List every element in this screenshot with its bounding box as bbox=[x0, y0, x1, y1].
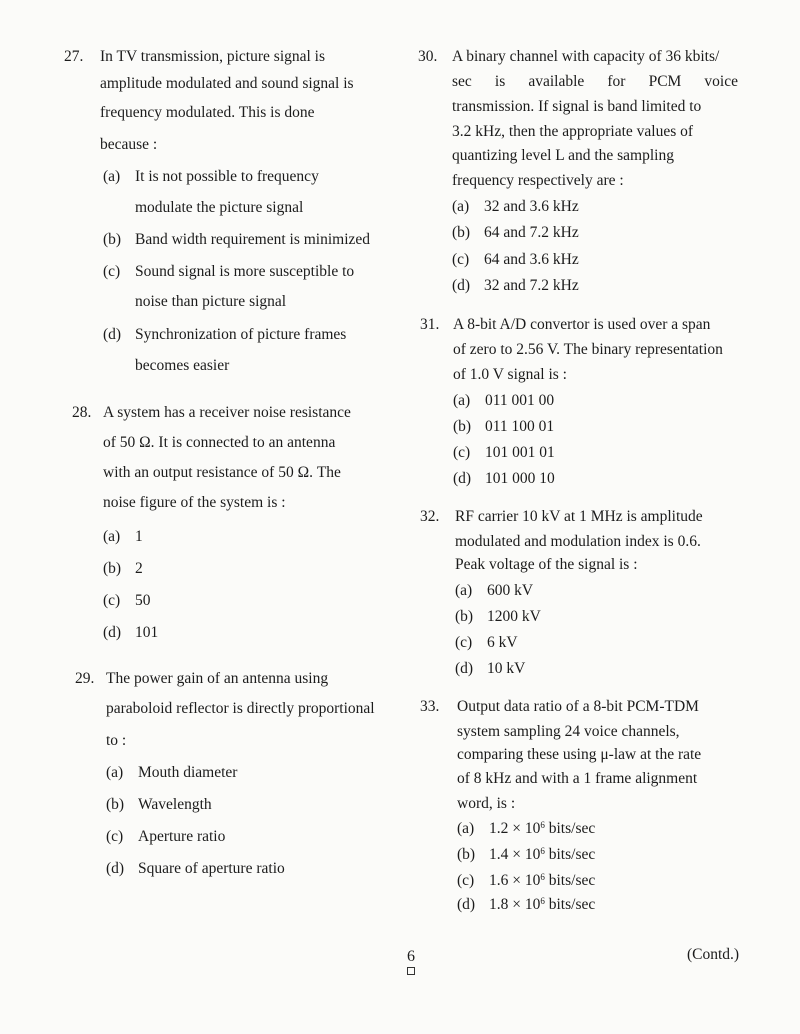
option-c: (c) 64 and 3.6 kHz bbox=[452, 251, 579, 268]
question-stem-line: of zero to 2.56 V. The binary representation bbox=[453, 341, 723, 358]
question-number: 33. bbox=[420, 698, 440, 715]
option-b: (b) Band width requirement is minimized bbox=[103, 231, 371, 248]
question-stem-line: transmission. If signal is band limited to bbox=[452, 98, 702, 115]
option-a: (a) $1.2 \times 10^6$ bits/sec bbox=[457, 820, 596, 837]
option-d: (d) 101 000 10 bbox=[453, 470, 555, 487]
question-stem-line: noise figure of the system is : bbox=[103, 494, 286, 511]
question-stem-line: 3.2 kHz, then the appropriate values of bbox=[452, 123, 694, 140]
question-stem-line: A 8-bit A/D convertor is used over a span bbox=[453, 316, 711, 333]
question-stem-line: because : bbox=[100, 136, 158, 153]
question-number: 30. bbox=[418, 48, 438, 65]
option-d: (d) Synchronization of picture frames bbox=[103, 326, 347, 343]
option-a-cont: modulate the picture signal bbox=[135, 199, 304, 216]
option-a: (a) 600 kV bbox=[455, 582, 534, 599]
option-a: (a) 011 001 00 bbox=[453, 392, 555, 409]
question-stem-line: amplitude modulated and sound signal is bbox=[100, 75, 354, 92]
question-stem-line: A system has a receiver noise resistance bbox=[103, 404, 351, 421]
option-d: (d) 101 bbox=[103, 624, 159, 641]
option-a: (a) It is not possible to frequency bbox=[103, 168, 319, 185]
option-c: (c) 50 bbox=[103, 592, 151, 609]
question-stem-line: frequency respectively are : bbox=[452, 172, 624, 189]
option-a: (a) Mouth diameter bbox=[106, 764, 238, 781]
option-d: (d) Square of aperture ratio bbox=[106, 860, 285, 877]
page-marker-square bbox=[407, 967, 415, 975]
option-b: (b) 64 and 7.2 kHz bbox=[452, 224, 579, 241]
question-stem-line: of 8 kHz and with a 1 frame alignment bbox=[457, 770, 698, 787]
question-stem-line: quantizing level L and the sampling bbox=[452, 147, 674, 164]
page-number bbox=[404, 948, 418, 975]
question-stem-line: frequency modulated. This is done bbox=[100, 104, 315, 121]
option-c: (c) 6 kV bbox=[455, 634, 518, 651]
option-d: (d) $1.8 \times 10^6$ bits/sec bbox=[457, 896, 596, 913]
option-b: (b) 011 100 01 bbox=[453, 418, 555, 435]
option-d-cont: becomes easier bbox=[135, 357, 230, 374]
option-c-cont: noise than picture signal bbox=[135, 293, 287, 310]
question-stem-line: comparing these using μ-law at the rate bbox=[457, 746, 702, 763]
option-a: (a) 1 bbox=[103, 528, 143, 545]
option-b: (b) $1.4 \times 10^6$ bits/sec bbox=[457, 846, 596, 863]
question-stem-line: Output data ratio of a 8-bit PCM-TDM bbox=[457, 698, 699, 715]
question-stem-line: system sampling 24 voice channels, bbox=[457, 723, 680, 740]
question-stem-line: The power gain of an antenna using bbox=[106, 670, 329, 687]
question-stem-line: of 50 Ω. It is connected to an antenna bbox=[103, 434, 336, 451]
option-c: (c) Aperture ratio bbox=[106, 828, 226, 845]
option-c: (c) 101 001 01 bbox=[453, 444, 555, 461]
question-number: 27. bbox=[64, 48, 84, 65]
option-d: (d) 32 and 7.2 kHz bbox=[452, 277, 579, 294]
question-number: 29. bbox=[75, 670, 95, 687]
option-d: (d) 10 kV bbox=[455, 660, 526, 677]
question-stem-line: Peak voltage of the signal is : bbox=[455, 556, 638, 573]
question-stem-line: sec is available for PCM voice bbox=[452, 73, 738, 90]
question-number: 31. bbox=[420, 316, 440, 333]
question-stem-line: word, is : bbox=[457, 795, 516, 812]
question-stem-line: with an output resistance of 50 Ω. The bbox=[103, 464, 341, 481]
question-stem-line: paraboloid reflector is directly proportional bbox=[106, 700, 375, 717]
contd-label: (Contd.) bbox=[687, 946, 740, 963]
question-stem-line: modulated and modulation index is 0.6. bbox=[455, 533, 701, 550]
option-c: (c) $1.6 \times 10^6$ bits/sec bbox=[457, 872, 596, 889]
question-stem-line: of 1.0 V signal is : bbox=[453, 366, 567, 383]
option-b: (b) Wavelength bbox=[106, 796, 212, 813]
question-number: 28. bbox=[72, 404, 92, 421]
option-b: (b) 1200 kV bbox=[455, 608, 541, 625]
question-number: 32. bbox=[420, 508, 440, 525]
question-stem-line: In TV transmission, picture signal is bbox=[100, 48, 326, 65]
option-c: (c) Sound signal is more susceptible to bbox=[103, 263, 355, 280]
option-b: (b) 2 bbox=[103, 560, 143, 577]
question-stem-line: A binary channel with capacity of 36 kbits/ bbox=[452, 48, 720, 65]
question-stem-line: to : bbox=[106, 732, 127, 749]
question-stem-line: RF carrier 10 kV at 1 MHz is amplitude bbox=[455, 508, 703, 525]
page-number-text: 6 bbox=[407, 948, 415, 965]
option-a: (a) 32 and 3.6 kHz bbox=[452, 198, 579, 215]
